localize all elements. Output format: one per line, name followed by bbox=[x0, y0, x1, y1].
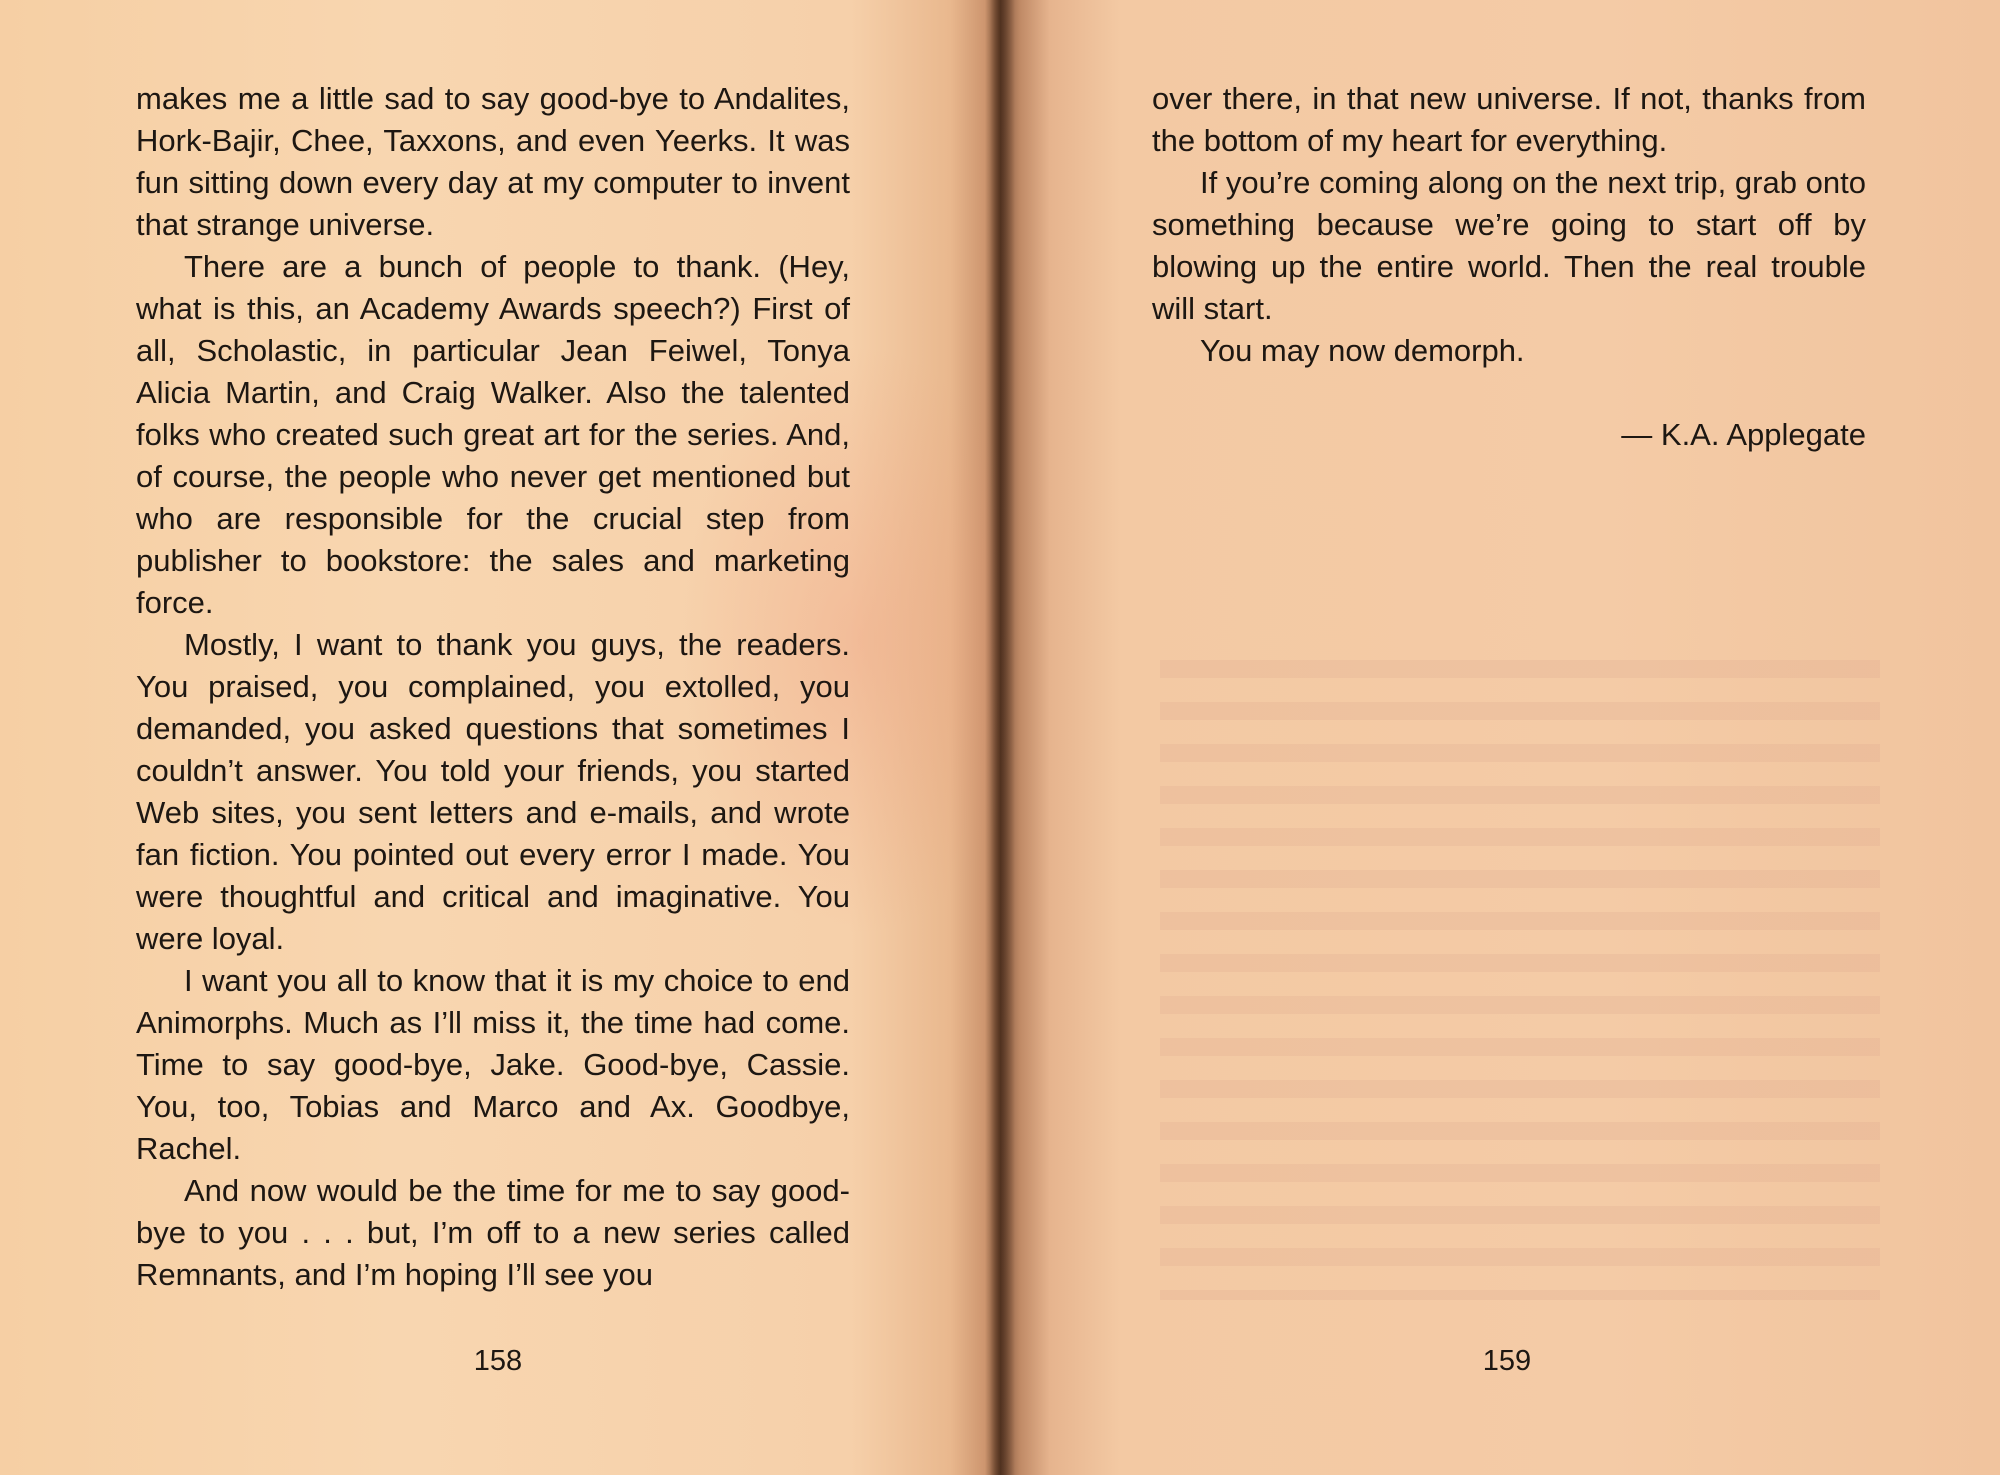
right-page bbox=[1000, 0, 2000, 1475]
left-paragraph-4: I want you all to know that it is my choice to end Animorphs. Much as I’ll miss it, the time had come. Time to say good-bye, Jake. Good-bye, Cassie. You, too, Tobias and Marco and Ax. Goodbye, Rachel. bbox=[136, 963, 850, 1166]
right-page-number: 159 bbox=[1482, 1345, 1532, 1377]
right-paragraph-3: You may now demorph. bbox=[1200, 333, 1525, 368]
left-paragraph-1: makes me a little sad to say good-bye to Andalites, Hork-Bajir, Chee, Taxxons, and even Yeerks. It was fun sitting down every day at my computer to invent that strange universe. bbox=[136, 81, 850, 242]
show-through-texture bbox=[1160, 660, 1880, 1300]
author-signature: — K.A. Applegate bbox=[1621, 417, 1866, 452]
left-page-text bbox=[136, 78, 850, 1296]
left-paragraph-5: And now would be the time for me to say good-bye to you . . . but, I’m off to a new series called Remnants, and I’m hoping I’ll see you bbox=[136, 1173, 850, 1292]
right-paragraph-2: If you’re coming along on the next trip, grab onto something because we’re going to start off by blowing up the entire world. Then the real trouble will start. bbox=[1152, 165, 1866, 326]
right-paragraph-1: over there, in that new universe. If not, thanks from the bottom of my heart for everything. bbox=[1152, 81, 1866, 158]
left-paragraph-3: Mostly, I want to thank you guys, the readers. You praised, you complained, you extolled, you demanded, you asked questions that sometimes I couldn’t answer. You told your friends, you started Web sites, you sent letters and e-mails, and wrote fan fiction. You pointed out every error I made. You were thoughtful and critical and imaginative. You were loyal. bbox=[136, 627, 850, 956]
left-paragraph-2: There are a bunch of people to thank. (Hey, what is this, an Academy Awards speech?) First of all, Scholastic, in particular Jean Feiwel, Tonya Alicia Martin, and Craig Walker. Also the talented folks who created such great art for the series. And, of course, the people who never get mentioned but who are responsible for the crucial step from publisher to bookstore: the sales and marketing force. bbox=[136, 249, 850, 620]
right-page-text bbox=[1152, 78, 1866, 372]
left-page-number: 158 bbox=[473, 1345, 523, 1377]
